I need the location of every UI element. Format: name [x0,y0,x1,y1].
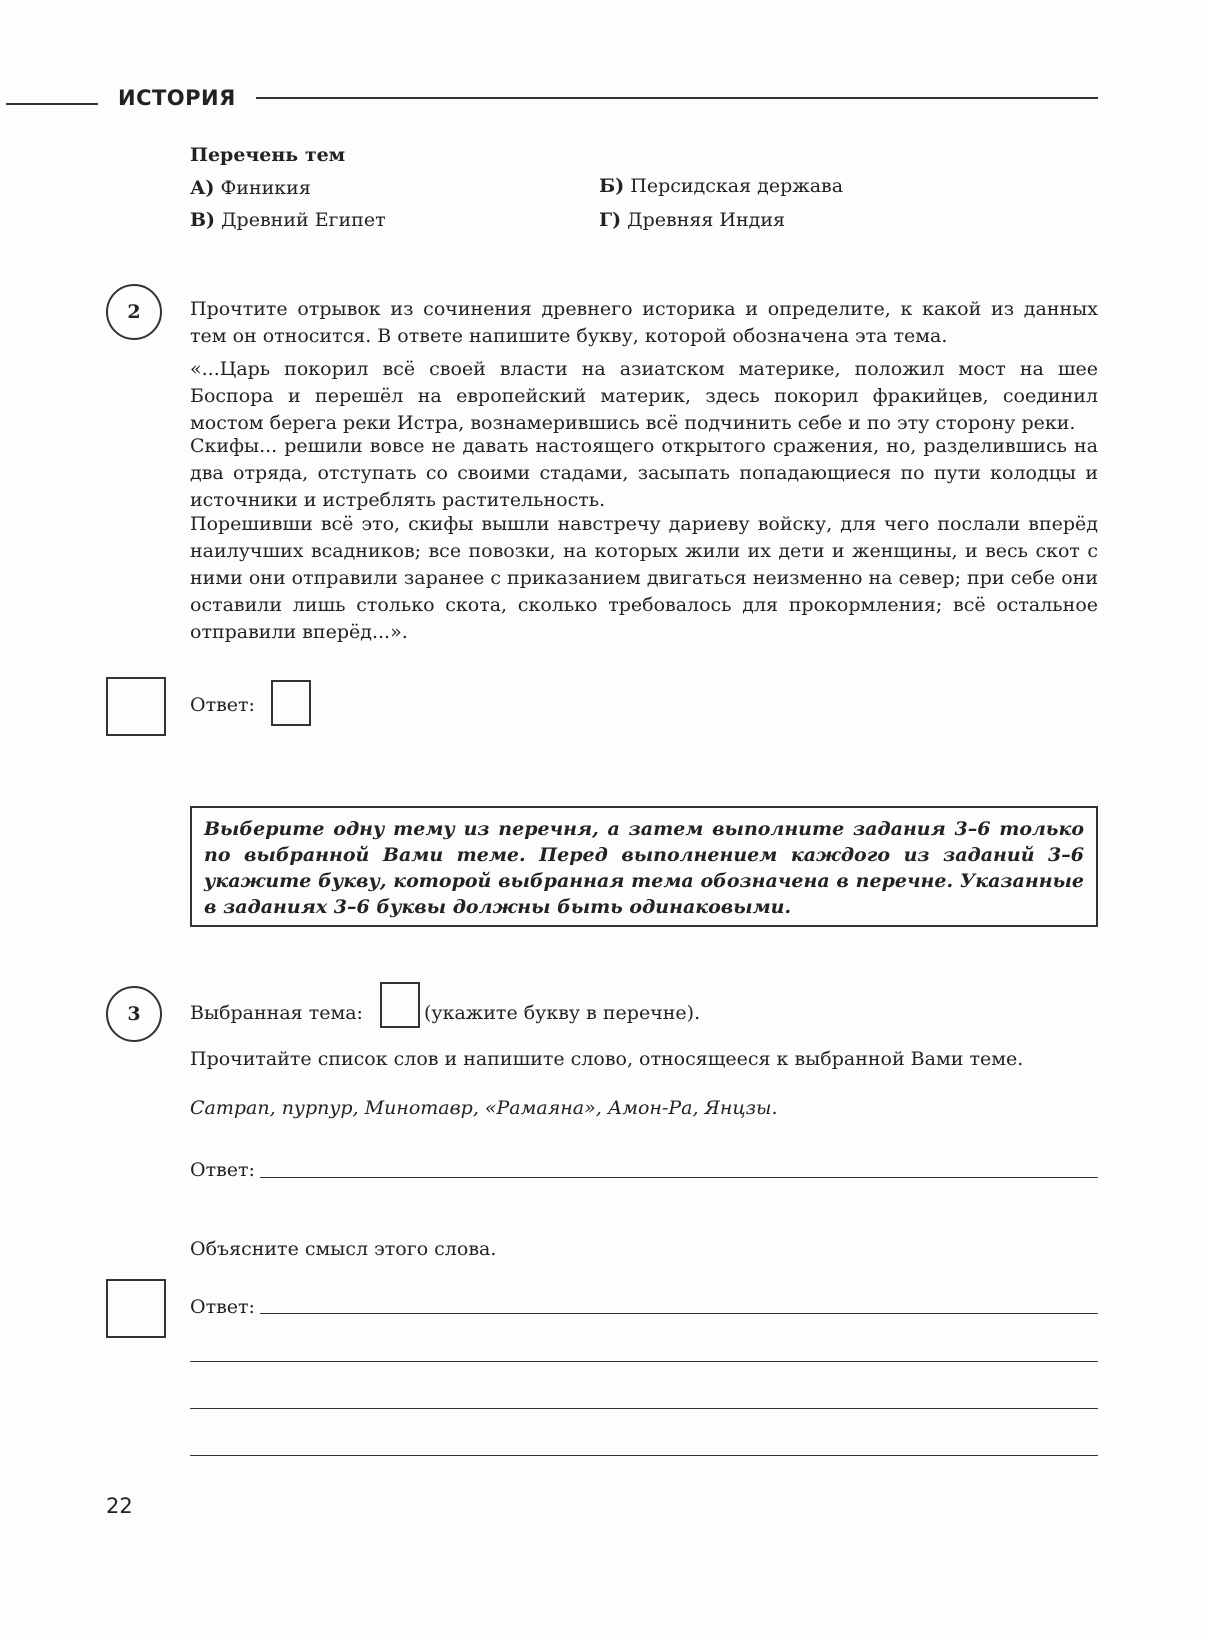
task3-selected-topic-label: Выбранная тема: [190,1002,363,1024]
task2-quote-paragraph-2: Скифы... решили вовсе не давать настоящего открытого сражения, но, разделившись на два отряда, отступать со своими стадами, засыпать попадающиеся по пути колодцы и источники и истреблять растительность. [190,435,1098,511]
header-rule-right [256,97,1098,99]
task3-answer-label-2: Ответ: [190,1296,255,1318]
task3-score-box [106,1279,166,1338]
topic-item-v [190,209,386,231]
task2-prompt: Прочтите отрывок из сочинения древнего историка и определите, к какой из данных тем он относится. В ответе напишите букву, которой обозначена эта тема. [190,298,1098,347]
task2-answer-label: Ответ: [190,694,255,716]
task3-selected-topic-hint: (укажите букву в перечне). [424,1002,701,1024]
task3-topic-letter-box[interactable] [380,982,420,1028]
task3-answer-line-1[interactable] [260,1177,1098,1178]
task2-quote-paragraph-1: «...Царь покорил всё своей власти на азиатском материке, положил мост на шее Боспора и перешёл на европейский материк, здесь покорил фракийцев, соединил мостом берега реки Истра, вознамерившись всё подчинить себе и по эту сторону реки. [190,358,1098,434]
topic-label: Древний Египет [221,209,386,231]
topic-item-b [599,175,843,197]
task3-explain-prompt: Объясните смысл этого слова. [190,1238,497,1260]
task2-answer-box[interactable] [271,680,311,726]
section-title: ИСТОРИЯ [118,86,236,110]
task3-answer-line-4[interactable] [190,1408,1098,1409]
task3-answer-line-2[interactable] [260,1313,1098,1314]
header-rule-left [6,103,98,105]
topic-letter: Г) [599,209,622,231]
task3-answer-line-5[interactable] [190,1455,1098,1456]
task-number-3: 3 [106,986,162,1042]
task3-answer-label-1: Ответ: [190,1159,255,1181]
topic-letter: Б) [599,175,625,197]
task3-prompt: Прочитайте список слов и напишите слово, относящееся к выбранной Вами теме. [190,1048,1024,1070]
task3-word-list: Сатрап, пурпур, Минотавр, «Рамаяна», Амон-Ра, Янцзы. [190,1097,778,1119]
topic-label: Персидская держава [630,175,844,197]
topic-item-a [190,177,311,199]
topic-label: Финикия [220,177,311,199]
task3-answer-line-3[interactable] [190,1361,1098,1362]
instruction-box: Выберите одну тему из перечня, а затем выполните задания 3–6 только по выбранной Вами теме. Перед выполнением каждого из заданий 3–6 укажите букву, которой выбранная тема обозначена в перечне. Указанные в заданиях 3–6 буквы должны быть одинаковыми. [190,806,1098,927]
topics-heading: Перечень тем [190,144,346,166]
task-number-2: 2 [106,284,162,340]
topic-letter: В) [190,209,216,231]
topic-label: Древняя Индия [627,209,785,231]
topic-letter: А) [190,177,215,199]
topic-item-g [599,209,785,231]
task2-quote-paragraph-3: Порешивши всё это, скифы вышли навстречу дариеву войску, для чего послали вперёд наилучших всадников; все повозки, на которых жили их дети и женщины, и весь скот с ними они отправили заранее с приказанием двигаться неизменно на север; при себе они оставили лишь столько скота, сколько требовалось для прокормления; всё остальное отправили вперёд...». [190,513,1098,643]
task2-score-box [106,677,166,736]
page-number: 22 [106,1494,133,1518]
